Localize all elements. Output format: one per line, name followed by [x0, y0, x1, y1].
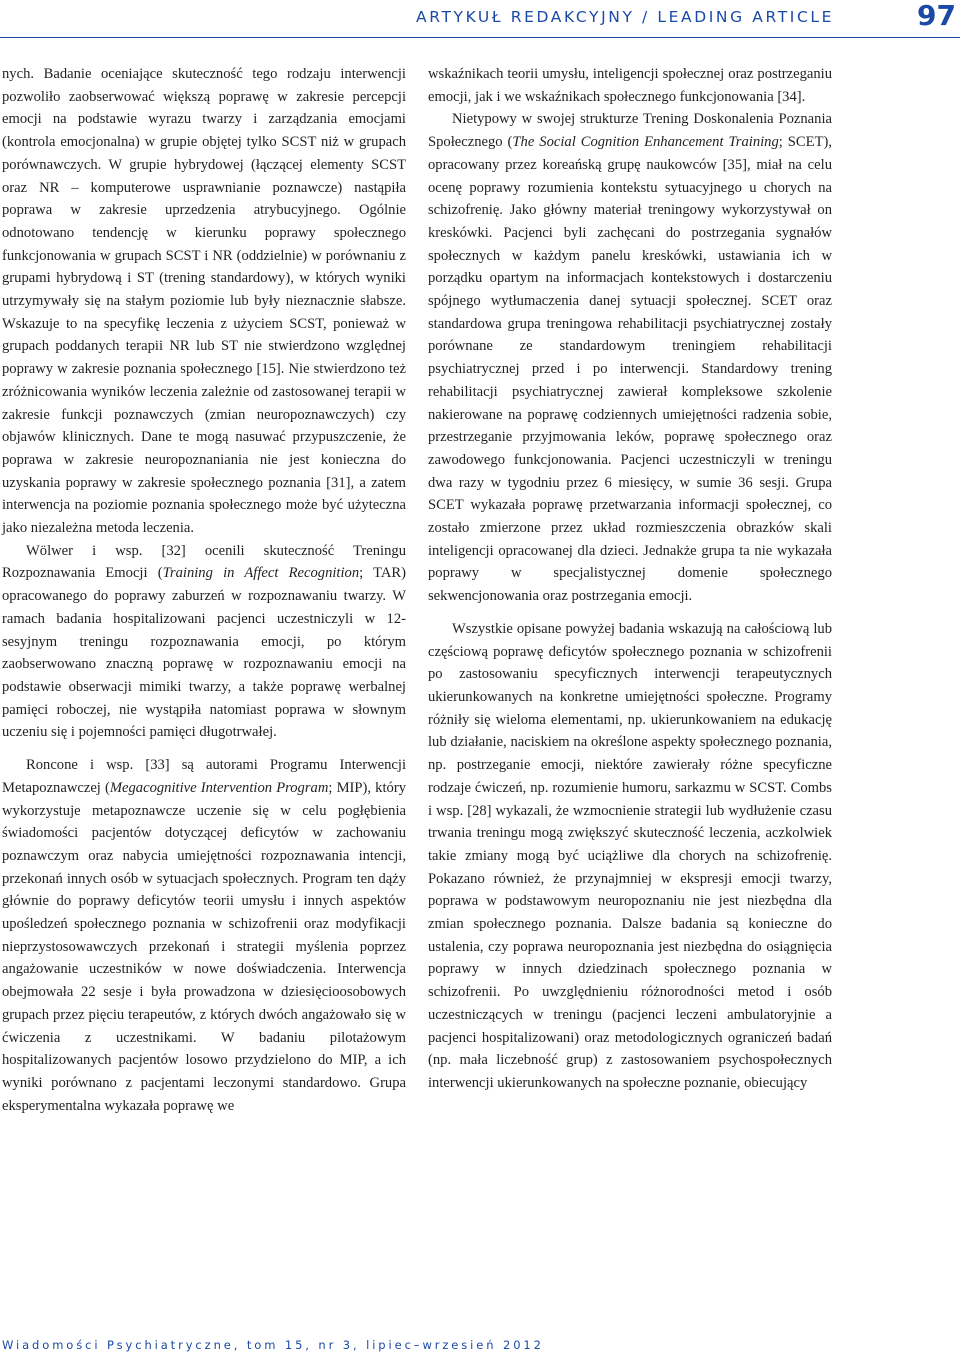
text-run: ; MIP), który wykorzystuje metapoznawcze uczenie się w celu pogłębienia świadomości pacjentów dotyczącej deficytów w zachowaniu poznawczym oraz nabycia umiejętności rozpoznawania intencji, przekonań innych osób w sytuacjach społecznych. Program ten dąży głównie do poprawy deficytów teorii umysłu i innych aspektów upośledzeń społecznego poznania w schizofrenii oraz modyfikacji nieprzystosowawczych przekonań i strategii myślenia poprzez angażowanie uczestników w nowe doświadczenia. Interwencja obejmowała 22 sesje i była prowadzona w dziesięcioosobowych grupach przez pięciu terapeutów, z których dwóch angażowało się w ćwiczenia z uczestnikami. W badaniu pilotażowym hospitalizowanych pacjentów losowo przydzielono do MIP, a ich wyniki porównano z pacjentami leczonymi standardowo. Grupa eksperymentalna wykazała poprawę we: [2, 779, 406, 1114]
italic-term: Megacognitive Intervention Program: [109, 779, 329, 796]
paragraph: [2, 754, 406, 1117]
paragraph: [2, 540, 406, 744]
italic-term: Training in Affect Recognition: [162, 565, 360, 582]
paragraph: nych. Badanie oceniające skuteczność tego rodzaju interwencji pozwoliło zaobserwować większą poprawę w zakresie percepcji emocji na podstawie wyrazu twarzy i zarządzania emocjami (kontrola emocjonalna) w grupie objętej tylko SCST niż w grupach porównawczych. W grupie hybrydowej (łączącej elementy SCST oraz NR – komputerowe usprawnianie poznawcze) nastąpiła poprawa w zakresie uprzedzenia atrybucyjnego. Ogólnie odnotowano tendencję w kierunku poprawy społecznego funkcjonowania w grupach SCST i NR (oddzielnie) w porównaniu z grupami hybrydową i ST (trening standardowy), w których wyniki utrzymywały się na stałym poziomie lub były nieznacznie słabsze. Wskazuje to na specyfikę leczenia z użyciem SCST, ponieważ w grupach poddanych terapii NR lub ST nie stwierdzono względnej poprawy w zakresie poznania społecznego [15]. Nie stwierdzono też zróżnicowania wyników leczenia zależnie od zastosowanej terapii w zakresie funkcji poznawczych (zmian neuropoznawczych) czy objawów klinicznych. Dane te mogą nasuwać przypuszczenie, że poprawa w zakresie neuropoznaniania nie jest konieczna do uzyskania poprawy w zakresie społecznego poznania [31], a zatem interwencja na poziomie poznania społecznego może być użyteczna jako niezależna metoda leczenia.: [2, 66, 406, 537]
text-run: ; TAR) opracowanego do poprawy zaburzeń w rozpoznawaniu twarzy. W ramach badania hospitalizowani pacjenci uczestniczyli w 12-sesyjnym treningu rozpoznawania emocji, po którym zaobserwowano znaczną poprawę w rozpoznawaniu emocji na podstawie obserwacji mimiki twarzy, a także poprawę werbalnej pamięci roboczej, nie wystąpiła natomiast poprawa w słownym uczeniu się i pojemności pamięci długotrwałej.: [2, 565, 406, 741]
italic-term: The Social Cognition Enhancement Training: [512, 134, 779, 151]
text-run: Roncone i wsp. [33] są autorami Programu Interwencji Metapoznawczej (: [2, 757, 406, 796]
section-title: ARTYKUŁ REDAKCYJNY / LEADING ARTICLE: [416, 8, 834, 26]
journal-footer: Wiadomości Psychiatryczne, tom 15, nr 3, lipiec–wrzesień 2012: [2, 1338, 544, 1352]
paragraph: Wszystkie opisane powyżej badania wskazują na całościową lub częściową poprawę deficytów społecznego poznania w schizofrenii po zastosowaniu specyficznych interwencji terapeutycznych ukierunkowanych na konkretne umiejętności społeczne. Programy różniły się wieloma elementami, np. ukierunkowaniem na edukację lub działanie, naciskiem na określone aspekty społecznego poznania, np. postrzeganie emocji, niektóre zawierały różne specyficzne rodzaje ćwiczeń, np. rozumienie humoru, sarkazmu w SCST. Combs i wsp. [28] wykazali, że wzmocnienie strategii lub wydłużenie czasu trwania treningu mogą zwiększyć skuteczność leczenia, aczkolwiek takie zmiany mogą być uciążliwe dla chorych na schizofrenię. Pokazano również, że przynajmniej w ekspresji emocji twarzy, poprawa w podstawowym neuropoznaniu nie jest niezbędna dla zmian społecznego poznania. Dalsze badania są konieczne do ustalenia, czy poprawa neuropoznania jest niezbędna do osiągnięcia poprawy w innych dziedzinach społecznego poznania w schizofrenii. Po uwzględnieniu różnorodności metod i osób uczestniczących w treningu (pacjenci leczeni ambulatoryjnie a pacjenci hospitalizowani) oraz metodologicznych ograniczeń badań (np. mała liczebność grup) z zastosowaniem psychospołecznych interwencji ukierunkowanych na społeczne poznanie, obiecujący: [428, 620, 832, 1091]
paragraph: [428, 108, 832, 607]
header-divider: [0, 37, 960, 38]
text-run: Nietypowy w swojej strukturze Trening Doskonalenia Poznania Społecznego (: [428, 111, 832, 151]
text-run: Wölwer i wsp. [32] ocenili skuteczność Treningu Rozpoznawania Emocji (: [2, 542, 406, 582]
paragraph: wskaźnikach teorii umysłu, inteligencji społecznej oraz postrzeganiu emocji, jak i we wskaźnikach społecznego funkcjonowania [34].: [428, 66, 832, 105]
page-number: 97: [917, 0, 956, 32]
right-column: [428, 63, 832, 1095]
left-column: [2, 63, 406, 1117]
text-run: ; SCET), opracowany przez koreańską grupę naukowców [35], miał na celu ocenę poprawy rozumienia kontekstu sytuacyjnego u chorych na schizofrenię. Jako główny materiał treningowy wykorzystywał on kreskówki. Pacjenci byli zachęcani do postrzegania sygnałów społecznych w każdym panelu kreskówki, ustawiania ich w porządku opartym na informacjach kontekstowych i dostarczeniu spójnego wytłumaczenia danej sytuacji społecznej. SCET oraz standardowa grupa treningowa rehabilitacji psychiatrycznej zostały porównane ze standardowym treningiem rehabilitacji psychiatrycznej przed i po interwencji. Standardowy trening rehabilitacji psychiatrycznej zawierał kompleksowe szkolenie nakierowane na poprawę codziennych umiejętności radzenia sobie, przestrzeganie przyjmowania leków, poprawę społecznego oraz zawodowego funkcjonowania. Pacjenci uczestniczyli w treningu dwa razy w tygodniu przez 6 miesięcy, w sumie 36 sesji. Grupa SCET wykazała poprawę przetwarzania informacji społecznej, co zostało zmierzone przez układ rozmieszczenia obrazków skali inteligencji opracowanej dla dzieci. Jednakże grupa ta nie wykazała poprawy w specjalistycznej domenie społecznego sekwencjonowania oraz postrzegania emocji.: [428, 134, 832, 605]
